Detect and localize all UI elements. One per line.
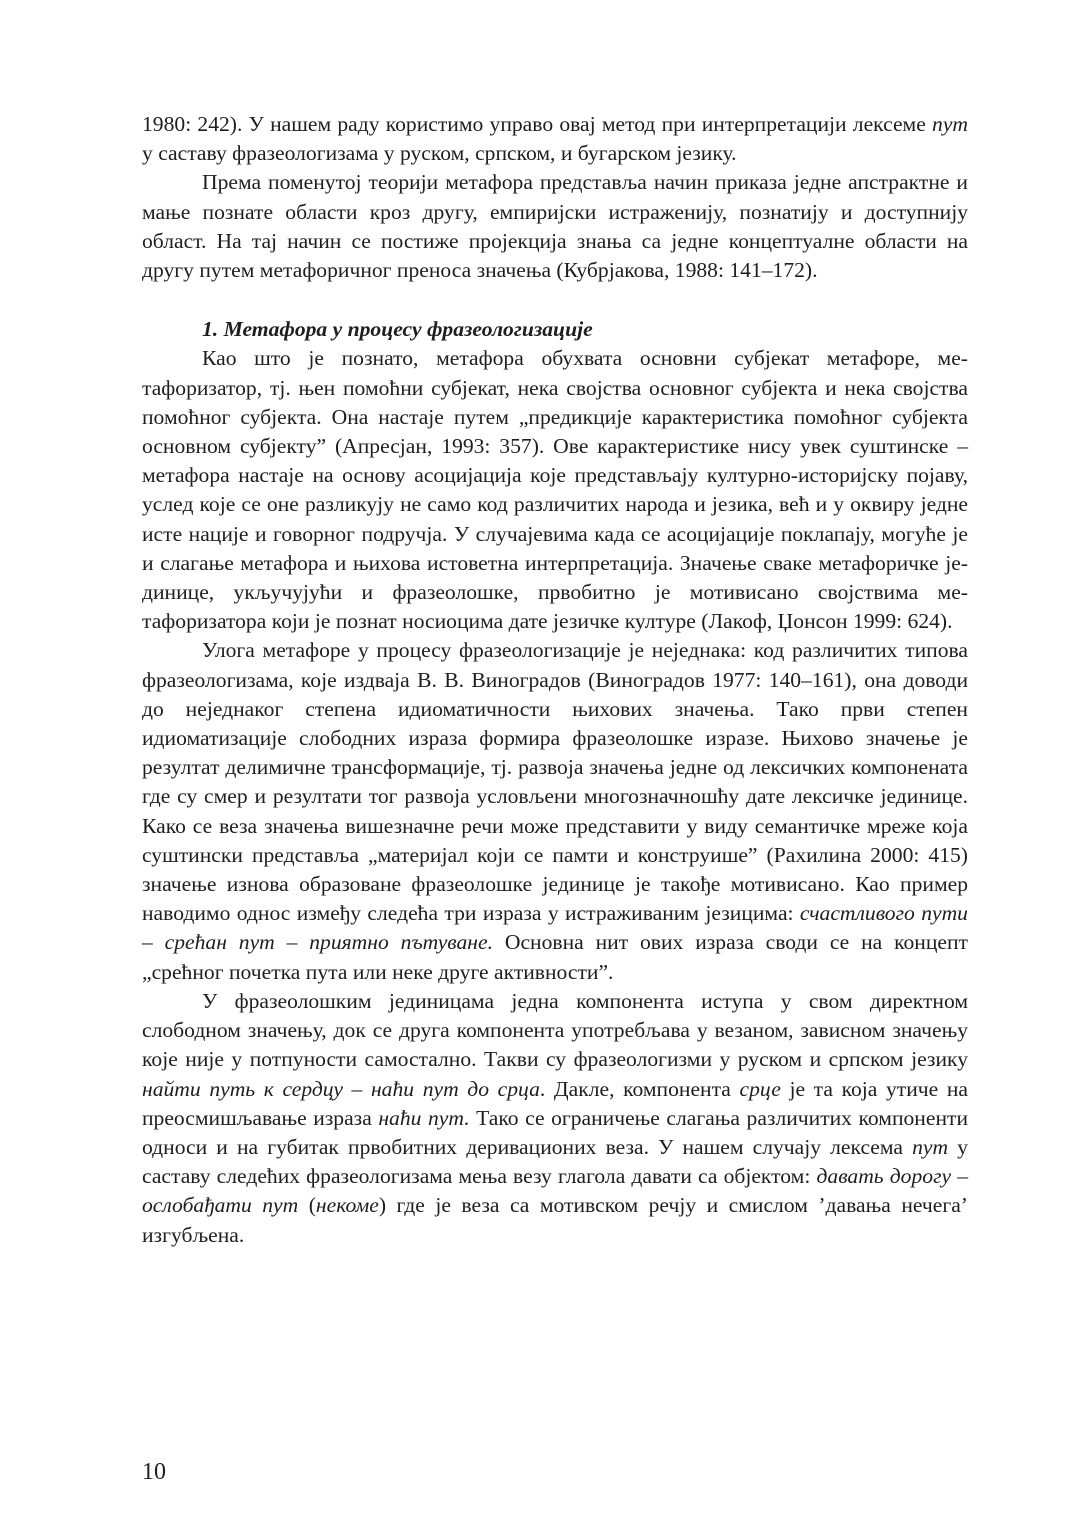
text-run: Као што је познато, метафора обухвата основни субјекат метафоре, метафоризатор, тј. њен помоћни субјекат, нека својства основног субјекта и нека својства помоћног субјекта. Она настаје путем „предикције карактеристика помоћног субјекта основном субјекту” (Апресјан, 1993: 357). Ове карактеристике нису увек суштинске – метафора настаје на основу асоцијација које представљају културно-историјску појаву, услед које се оне разликују не само код различитих народа и језика, већ и у оквиру једне исте нације и говорног подручја. У случајевима када се асоцијације поклапају, могуће је и слагање метафора и њихова истоветна интерпретација. Значење сваке метафоричке јединице, укључујући и фразеолошке, првобитно је мотивисано својствима метафоризатора који је познат носиоцима дате језичке културе (Лакоф, Џонсон 1999: 624). <box>142 346 968 634</box>
text-run: 1980: 242). У нашем раду користимо управо овај метод при интерпретацији лексеме <box>142 112 933 136</box>
italic-term: пут <box>912 1134 949 1159</box>
body-text <box>142 110 968 1250</box>
italic-term: пут <box>932 112 968 136</box>
page-number: 10 <box>142 1459 166 1485</box>
text-run: Према поменутој теорији метафора представља начин приказа једне апстрактне и мање познате области кроз другу, емпиријски истраженију, познатију и доступнију област. На тај начин се постиже пројекција знања са једне концептуалне области на другу путем метафоричног преноса значења (Кубрјакова, 1988: 141–172). <box>142 170 968 283</box>
text-run: ) где је веза са мотивском речју и смислом ’давања нечега’ изгубљена. <box>142 1193 968 1247</box>
italic-term: некоме <box>315 1193 379 1218</box>
paragraph-5 <box>142 987 968 1250</box>
text-run: је та која утиче на преосмишљавање израза <box>142 1076 969 1130</box>
text-run: у саставу следећих фразеологизама мења везу глагола давати са објектом: <box>142 1134 969 1189</box>
italic-term: счастливого пути – срећан пут – приятно пътуване. <box>142 901 968 955</box>
text-run: Улога метафоре у процесу фразеологизације је неједнака: код различитих типова фразеологизама, које издваја В. В. Виноградов (Виноградов 1977: 140–161), она доводи до неједнаког степена идиоматичности њихових значења. Тако први степен идиоматизације слободних израза формира фразеолошке изразе. Њихово значење је резултат делимичне трансформације, тј. развоја значења једне од лексичких компонената где су смер и резултати тог развоја условљени многозначношћу дате лексичке јединице. Како се веза значења вишезначне речи може представити у виду семантичке мреже која суштински представља „материјал који се памти и конструише” (Рахилина 2000: 415) значење изнова образоване фразеолошке јединице је такође мотивисано. Као пример наводимо однос између следећа три израза у истраживаним језицима: <box>142 638 968 926</box>
paragraph-2 <box>142 168 968 285</box>
paragraph-3 <box>142 344 968 636</box>
italic-term: срце <box>739 1076 781 1101</box>
text-run: у саставу фразеологизама у руском, српском, и бугарском језику. <box>142 141 737 166</box>
text-run: Тако се ограничење слагања различитих компоненти односи и на губитак првобитних деривационих веза. У нашем случају лексема <box>142 1105 969 1159</box>
text-run: . Дакле, компонента <box>539 1076 740 1101</box>
text-run: Основна нит ових израза своди се на концепт „срећног почетка пута или неке друге активности”. <box>142 930 968 984</box>
text-run: ( <box>298 1193 316 1218</box>
italic-term: найти путь к сердцу – наћи пут до срца <box>142 1076 540 1101</box>
italic-term: давать дорогу – ослобађати пут <box>142 1164 968 1218</box>
paragraph-1 <box>142 110 968 168</box>
section-heading: 1. Метафора у процесу фразеологизације <box>202 317 593 342</box>
italic-term: наћи пут. <box>378 1105 470 1130</box>
text-run: У фразеолошким јединицама једна компонента иступа у свом директном слободном значењу, док се друга компонента употребљава у везаном, зависном значењу које није у потпуности самостално. Такви су фразеологизми у руском и српском језику <box>142 988 968 1072</box>
paragraph-4 <box>142 636 968 986</box>
